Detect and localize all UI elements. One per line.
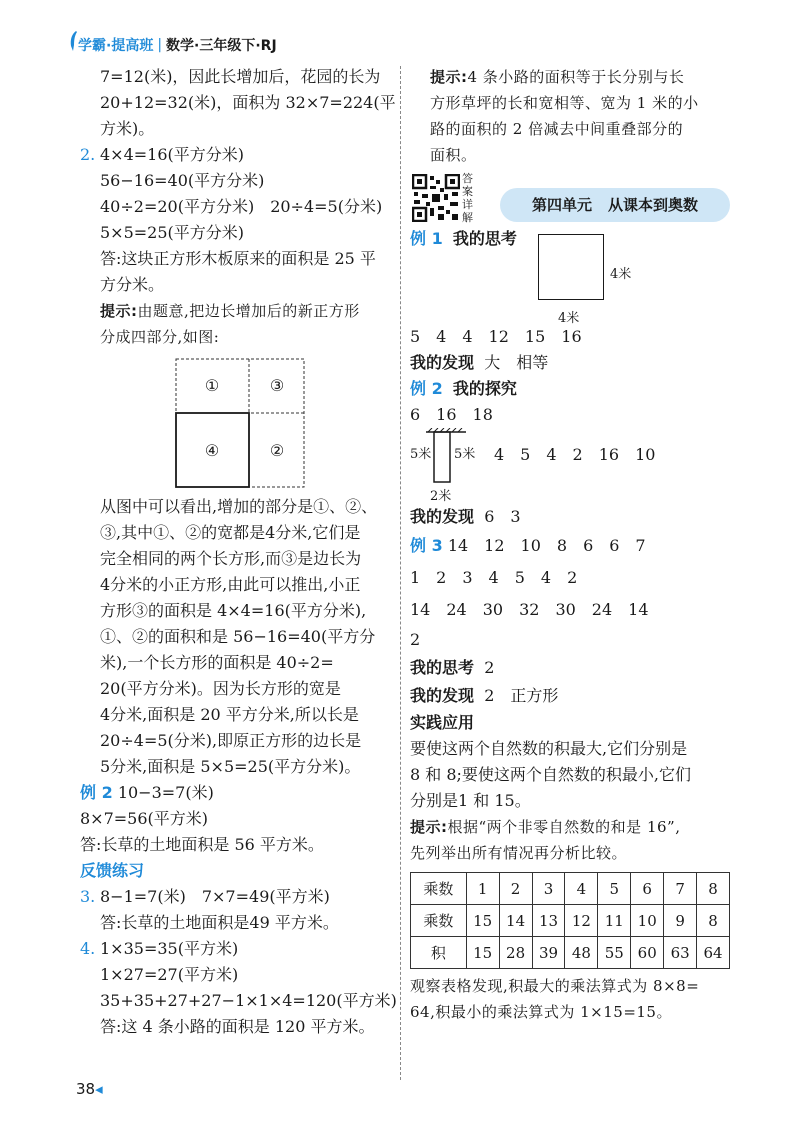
qr-code-icon[interactable] (412, 174, 460, 222)
explanation-line: 20(平方分米)。因为长方形的宽是 (100, 679, 341, 698)
text-line: 20+12=32(米)，面积为 32×7=224(平 (100, 93, 396, 112)
unit-heading-row (410, 168, 730, 228)
answer-values: 2 (410, 630, 421, 649)
conclusion-line: 64,积最小的乘法算式为 1×15=15。 (410, 1003, 672, 1021)
hint-line: 提示:根据“两个非零自然数的和是 16”, (410, 818, 681, 836)
answer-values: 1 2 3 4 5 4 2 (410, 568, 578, 587)
question-2-line: 2. 4×4=16(平方分米) (80, 142, 390, 168)
hint-label: 提示: (430, 68, 468, 86)
hint-label: 提示: (100, 302, 138, 320)
square-side-label: 4米 (610, 267, 632, 282)
hint-line: 分成四部分,如图: (100, 328, 220, 346)
page-number: 38◂ (76, 1080, 103, 1098)
qr-caption: 答案详解 (462, 172, 473, 224)
table-cell: 60 (631, 937, 664, 969)
example-1-block (410, 228, 730, 326)
answer-values: 14 24 30 32 30 24 14 (410, 600, 649, 619)
finding-line: 我的发现 6 3 (410, 507, 521, 526)
square-figure (538, 234, 604, 300)
table-cell: 6 (631, 873, 664, 905)
wall-bottom-label: 2米 (430, 489, 452, 504)
text-line: 7=12(米)，因此长增加后，花园的长为 (100, 67, 381, 86)
square-bottom-label: 4米 (558, 311, 580, 326)
question-number: 3. (80, 887, 96, 906)
wall-left-label: 5米 (410, 447, 432, 462)
square-split-figure (175, 358, 305, 488)
example-label: 例 2 (80, 783, 113, 802)
wall-right-label: 5米 (454, 447, 476, 462)
text-line: 40÷2=20(平方分米) 20÷4=5(分米) (100, 197, 383, 216)
example-label: 例 3 (410, 536, 443, 555)
answer-line: 方分米。 (100, 275, 165, 294)
explanation-line: ①、②的面积和是 56−16=40(平方分 (100, 627, 376, 646)
right-column (410, 64, 730, 1025)
table-cell: 48 (565, 937, 598, 969)
practice-line: 分别是1 和 15。 (410, 791, 531, 810)
table-header-cell: 乘数 (411, 873, 467, 905)
brand-title: 学霸·提高班 (78, 38, 154, 54)
table-cell: 39 (532, 937, 565, 969)
practice-line: 要使这两个自然数的积最大,它们分别是 (410, 739, 688, 758)
table-cell: 2 (499, 873, 532, 905)
practice-line: 8 和 8;要使这两个自然数的积最小,它们 (410, 765, 692, 784)
brand-feather-icon (68, 30, 78, 52)
practice-title: 实践应用 (410, 713, 475, 732)
text-line: 8×7=56(平方米) (80, 809, 209, 828)
explanation-line: 完全相同的两个长方形,而③是边长为 (100, 549, 362, 568)
unit-title: 从课本到奥数 (608, 196, 699, 214)
explanation-line: 5分米,面积是 5×5=25(平方分米)。 (100, 757, 361, 776)
wall-figure-row (410, 428, 730, 504)
answer-line: 答:长草的土地面积是49 平方米。 (100, 913, 339, 932)
text-line: 56−16=40(平方分米) (100, 171, 265, 190)
hint-line: 提示:4 条小路的面积等于长分别与长 (430, 68, 685, 86)
table-cell: 4 (565, 873, 598, 905)
hint-line: 先列举出所有情况再分析比较。 (410, 844, 628, 862)
product-table (410, 872, 730, 969)
question-number: 4. (80, 939, 96, 958)
subject-title: 数学·三年级下·RJ (166, 38, 277, 54)
table-cell: 13 (532, 905, 565, 937)
question-4-line: 4. 1×35=35(平方米) (80, 936, 390, 962)
table-cell: 15 (466, 905, 499, 937)
explanation-line: 方形③的面积是 4×4=16(平方分米), (100, 601, 367, 620)
explanation-line: ③,其中①、②的宽都是4分米,它们是 (100, 523, 361, 542)
answer-values: 6 16 18 (410, 405, 493, 424)
table-cell: 1 (466, 873, 499, 905)
table-cell: 15 (466, 937, 499, 969)
table-cell: 64 (697, 937, 730, 969)
example-2-heading: 例 2 我的探究 (410, 379, 517, 398)
question-number: 2. (80, 145, 96, 164)
table-cell: 8 (697, 873, 730, 905)
header-separator: | (157, 37, 163, 53)
left-column (80, 64, 397, 1040)
hint-line: 方形草坪的长和宽相等、宽为 1 米的小 (430, 94, 699, 112)
hint-line: 面积。 (430, 146, 477, 164)
conclusion-line: 观察表格发现,积最大的乘法算式为 8×8= (410, 977, 700, 995)
table-cell: 63 (664, 937, 697, 969)
table-cell: 9 (664, 905, 697, 937)
region-1-label: ① (204, 375, 220, 395)
region-3-label: ③ (269, 375, 285, 395)
table-cell: 7 (664, 873, 697, 905)
table-cell: 10 (631, 905, 664, 937)
table-cell: 5 (598, 873, 631, 905)
answer-values: 4 5 4 2 16 10 (494, 445, 656, 464)
table-header-cell: 积 (411, 937, 467, 969)
finding-line: 我的发现 2 正方形 (410, 686, 559, 705)
text-line: 5×5=25(平方分米) (100, 223, 245, 242)
hint-line: 路的面积的 2 倍减去中间重叠部分的 (430, 120, 684, 138)
example-3-line: 例 3 14 12 10 8 6 6 7 (410, 536, 646, 555)
table-cell: 28 (499, 937, 532, 969)
table-cell: 11 (598, 905, 631, 937)
text-line: 1×27=27(平方米) (100, 965, 239, 984)
explanation-line: 4分米的小正方形,由此可以推出,小正 (100, 575, 361, 594)
table-cell: 3 (532, 873, 565, 905)
region-4-label: ④ (204, 440, 220, 460)
region-2-label: ② (269, 440, 285, 460)
table-row (411, 873, 730, 905)
hint-label: 提示: (410, 818, 448, 836)
example-2-line: 例 2 10−3=7(米) (80, 783, 214, 802)
table-row (411, 937, 730, 969)
hint-line: 提示:由题意,把边长增加后的新正方形 (100, 302, 360, 320)
example-1-heading: 例 1 我的思考 (410, 229, 517, 248)
table-cell: 55 (598, 937, 631, 969)
explanation-line: 4分米,面积是 20 平方分米,所以长是 (100, 705, 359, 724)
table-cell: 8 (697, 905, 730, 937)
page-header (78, 32, 277, 58)
answer-line: 答:这 4 条小路的面积是 120 平方米。 (100, 1017, 375, 1036)
text-line: 35+35+27+27−1×1×4=120(平方米) (100, 991, 397, 1010)
table-row (411, 905, 730, 937)
answer-values: 5 4 4 12 15 16 (410, 327, 582, 346)
table-header-cell: 乘数 (411, 905, 467, 937)
explanation-line: 从图中可以看出,增加的部分是①、②、 (100, 497, 378, 516)
unit-label: 第四单元 (531, 196, 592, 214)
explanation-line: 20÷4=5(分米),即原正方形的边长是 (100, 731, 362, 750)
feedback-title: 反馈练习 (80, 861, 145, 880)
text-line: 方米)。 (100, 119, 155, 138)
table-cell: 12 (565, 905, 598, 937)
thinking-line: 我的思考 2 (410, 658, 495, 677)
finding-line: 我的发现 大 相等 (410, 353, 549, 372)
explanation-line: 米),一个长方形的面积是 40÷2= (100, 653, 334, 672)
answer-line: 答:这块正方形木板原来的面积是 25 平 (100, 249, 376, 268)
column-divider (400, 66, 401, 1080)
example-label: 例 2 (410, 379, 443, 398)
question-3-line: 3. 8−1=7(米) 7×7=49(平方米) (80, 884, 390, 910)
answer-line: 答:长草的土地面积是 56 平方米。 (80, 835, 324, 854)
page-arrow-icon: ◂ (95, 1080, 103, 1098)
table-cell: 14 (499, 905, 532, 937)
unit-banner (500, 188, 730, 222)
example-label: 例 1 (410, 229, 443, 248)
